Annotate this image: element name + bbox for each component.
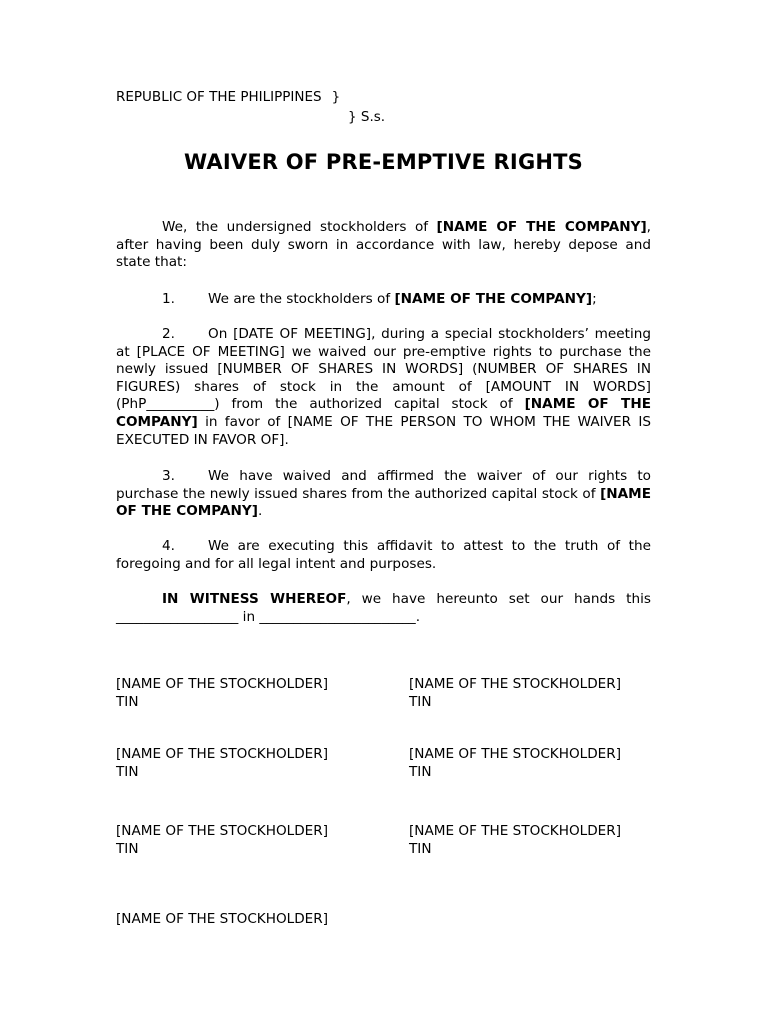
witness-lead: IN WITNESS WHEREOF bbox=[162, 591, 347, 607]
republic-text: REPUBLIC OF THE PHILIPPINES bbox=[116, 89, 322, 105]
item-3-company: [NAME OF THE COMPANY] bbox=[116, 485, 651, 520]
item-1-text: We are the stockholders of bbox=[208, 291, 395, 307]
intro-text-2: , after having been duly sworn in accordance with law, hereby depose and state that: bbox=[116, 219, 651, 271]
stockholder-tin-4: TIN bbox=[409, 764, 432, 780]
stockholder-name-3: [NAME OF THE STOCKHOLDER] bbox=[116, 746, 329, 762]
stockholder-name-5: [NAME OF THE STOCKHOLDER] bbox=[116, 823, 329, 839]
stockholder-tin-1: TIN bbox=[116, 694, 139, 710]
intro-paragraph bbox=[116, 219, 651, 272]
stockholder-name-2: [NAME OF THE STOCKHOLDER] bbox=[409, 676, 622, 692]
stockholder-tin-2: TIN bbox=[409, 694, 432, 710]
item-1-company: [NAME OF THE COMPANY] bbox=[394, 291, 593, 307]
stockholder-tin-5: TIN bbox=[116, 841, 139, 857]
item-2-end: in favor of [NAME OF THE PERSON TO WHOM THE WAIVER IS EXECUTED IN FAVOR OF]. bbox=[116, 413, 651, 448]
venue-line-1 bbox=[116, 87, 340, 107]
item-2 bbox=[116, 326, 651, 449]
stockholder-tin-3: TIN bbox=[116, 764, 139, 780]
witness-paragraph bbox=[116, 591, 651, 626]
item-4-number: 4. bbox=[162, 538, 175, 554]
venue-block bbox=[116, 87, 386, 125]
brace-1: } bbox=[331, 89, 341, 105]
item-1-end: ; bbox=[592, 291, 597, 307]
intro-company: [NAME OF THE COMPANY] bbox=[436, 219, 647, 235]
item-1 bbox=[116, 291, 651, 309]
item-2-company: [NAME OF THE COMPANY] bbox=[116, 396, 651, 430]
stockholder-name-4: [NAME OF THE STOCKHOLDER] bbox=[409, 746, 622, 762]
intro-text-1: We, the undersigned stockholders of bbox=[162, 219, 437, 235]
item-3-text: We have waived and affirmed the waiver of our rights to purchase the newly issued shares from the authorized capital stock of bbox=[116, 468, 651, 502]
item-3-end: . bbox=[257, 503, 263, 520]
item-4 bbox=[116, 538, 651, 573]
item-2-text: On [DATE OF MEETING], during a special stockholders’ meeting at [PLACE OF MEETING] we waived our pre-emptive rights to purchase the newly issued [NUMBER OF SHARES IN WORDS] (NUMBER OF SHARES IN FIGURES) shares of stock in the amount of [AMOUNT IN WORDS] (PhP__________) from the authorized capital stock of bbox=[116, 326, 651, 413]
item-4-text: We are executing this affidavit to attest to the truth of the foregoing and for all legal intent and purposes. bbox=[116, 538, 651, 572]
brace-2: } bbox=[348, 109, 357, 125]
witness-text: , we have hereunto set our hands this __________________ in _______________________. bbox=[116, 591, 651, 625]
item-3 bbox=[116, 468, 651, 521]
stockholder-name-6: [NAME OF THE STOCKHOLDER] bbox=[409, 823, 622, 839]
stockholder-tin-6: TIN bbox=[409, 841, 432, 857]
document-title: WAIVER OF PRE-EMPTIVE RIGHTS bbox=[183, 150, 584, 174]
item-1-number: 1. bbox=[162, 291, 175, 307]
item-2-number: 2. bbox=[162, 326, 175, 342]
stockholder-name-1: [NAME OF THE STOCKHOLDER] bbox=[116, 676, 329, 692]
stockholder-name-7: [NAME OF THE STOCKHOLDER] bbox=[116, 911, 329, 927]
item-3-number: 3. bbox=[162, 468, 175, 484]
ss-text: S.s. bbox=[360, 109, 386, 125]
venue-line-2 bbox=[348, 107, 385, 127]
